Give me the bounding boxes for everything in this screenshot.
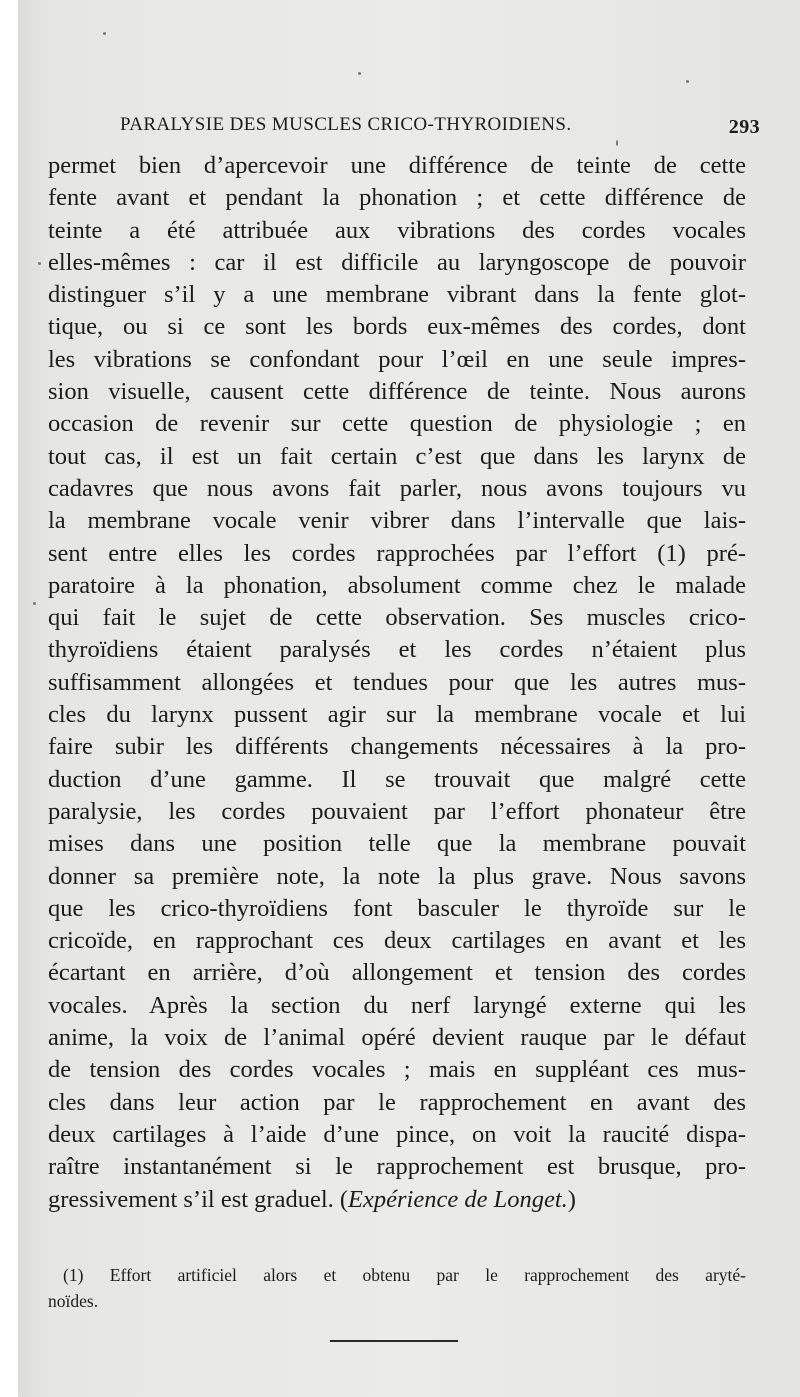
scan-margin [0, 0, 18, 1397]
text-line: thyroïdiens étaient paralysés et les cordes n’étaient plus [48, 636, 746, 664]
body-text [48, 150, 746, 1216]
running-title: PARALYSIE DES MUSCLES CRICO-THYROIDIENS. [120, 114, 572, 135]
text-line: sion visuelle, causent cette différence de teinte. Nous aurons [48, 378, 746, 406]
text-line: suffisamment allongées et tendues pour que les autres mus- [48, 668, 746, 696]
paper-speck [33, 602, 36, 605]
footnote [48, 1262, 746, 1314]
text-line: paratoire à la phonation, absolument comme chez le malade [48, 571, 746, 599]
text-line: elles-mêmes : car il est difficile au laryngoscope de pouvoir [48, 248, 746, 276]
text-line: de tension des cordes vocales ; mais en suppléant ces mus- [48, 1056, 746, 1084]
text-line: la membrane vocale venir vibrer dans l’intervalle que lais- [48, 507, 746, 535]
text-line: qui fait le sujet de cette observation. Ses muscles crico- [48, 604, 746, 632]
text-line: que les crico-thyroïdiens font basculer le thyroïde sur le [48, 894, 746, 922]
text-line: écartant en arrière, d’où allongement et tension des cordes [48, 959, 746, 987]
text-line: raître instantanément si le rapprochement est brusque, pro- [48, 1153, 746, 1181]
text-line: mises dans une position telle que la membrane pouvait [48, 830, 746, 858]
footnote-line: (1) Effort artificiel alors et obtenu par le rapprochement des aryté- [63, 1265, 746, 1285]
text-line: donner sa première note, la note la plus grave. Nous savons [48, 862, 746, 890]
text-line: distinguer s’il y a une membrane vibrant dans la fente glot- [48, 281, 746, 309]
text-line: cles dans leur action par le rapprochement en avant des [48, 1088, 746, 1116]
text-line: vocales. Après la section du nerf laryngé externe qui les [48, 991, 746, 1019]
text-line: les vibrations se confondant pour l’œil en une seule impres- [48, 345, 746, 373]
text-line: cles du larynx pussent agir sur la membrane vocale et lui [48, 701, 746, 729]
paper-speck [686, 80, 689, 83]
text-line: cricoïde, en rapprochant ces deux cartilages en avant et les [48, 927, 746, 955]
page-number: 293 [728, 116, 760, 138]
text-line: tique, ou si ce sont les bords eux-mêmes des cordes, dont [48, 313, 746, 341]
text-line: fente avant et pendant la phonation ; et cette différence de [48, 184, 746, 212]
text-line: teinte a été attribuée aux vibrations des cordes vocales [48, 216, 746, 244]
footnote-line: noïdes. [48, 1291, 99, 1311]
text-line: paralysie, les cordes pouvaient par l’effort phonateur être [48, 797, 746, 825]
text-line: anime, la voix de l’animal opéré devient rauque par le défaut [48, 1024, 746, 1052]
end-rule [330, 1340, 458, 1342]
running-head [120, 114, 760, 144]
text-line: occasion de revenir sur cette question de physiologie ; en [48, 410, 746, 438]
text-line: duction d’une gamme. Il se trouvait que malgré cette [48, 765, 746, 793]
text-line: faire subir les différents changements nécessaires à la pro- [48, 733, 746, 761]
paper-speck [358, 72, 361, 75]
text-line: sent entre elles les cordes rapprochées par l’effort (1) pré- [48, 539, 746, 567]
text-line: cadavres que nous avons fait parler, nous avons toujours vu [48, 474, 746, 502]
text-line-final: gressivement s’il est graduel. (Expérience de Longet.) [48, 1185, 576, 1213]
paper-speck [38, 262, 41, 265]
text-line: deux cartilages à l’aide d’une pince, on voit la raucité dispa- [48, 1120, 746, 1148]
text-line: tout cas, il est un fait certain c’est que dans les larynx de [48, 442, 746, 470]
paper-speck [103, 32, 106, 35]
text-line: permet bien d’apercevoir une différence de teinte de cette [48, 152, 746, 179]
